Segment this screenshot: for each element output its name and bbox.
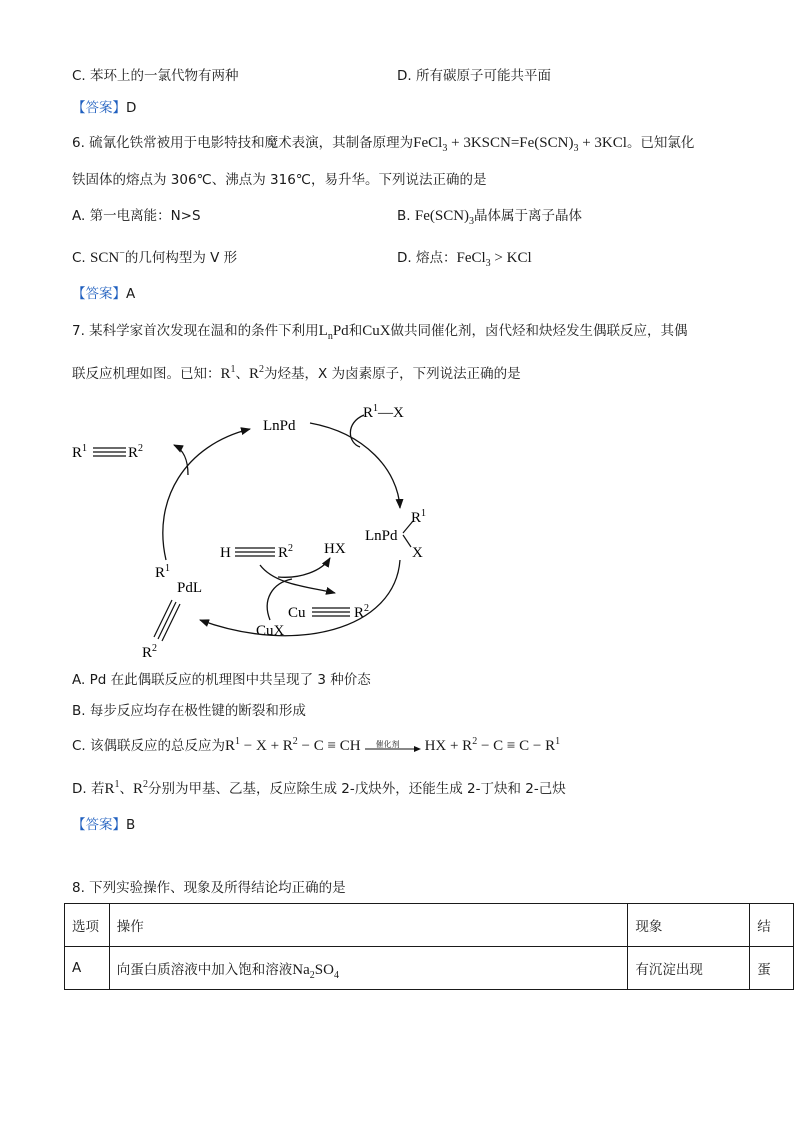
mechanism-diagram [60,395,460,670]
q6-option-a: A. 第一电离能：N>S [72,208,201,224]
header-conclusion: 结 [750,904,794,947]
q7-catalyst-1: $L_nPd$ [318,323,349,342]
cu-acetylide-triple-bond [312,608,350,616]
q6-stem-line1 [72,133,694,153]
cell-option: A [65,947,110,990]
q7-r1: $R^1$ [220,364,236,382]
answer-label: 【答案】 [72,100,126,116]
table-row [65,947,794,990]
q5-option-d: D. 所有碳原子可能共平面 [397,68,551,84]
q6-option-d: D. 熔点：FeCl$_3$ > KCl [397,250,532,269]
q7-r2: $R^2$ [249,364,265,382]
q6-answer [72,284,135,304]
catalyst-arrow: 催化剂 [364,737,422,757]
cycle-arrow-bottom [200,560,400,636]
answer-label: 【答案】 [72,286,126,302]
q6-option-c: C. SCN−的几何构型为 V 形 [72,248,238,266]
na2so4-formula: $Na_2SO_4$ [292,961,339,981]
pdl-complex: PdL [177,580,203,596]
alkyne-triple-bond [235,548,275,556]
q6-stem-text: 6. 硫氰化铁常被用于电影特技和魔术表演，其制备原理为 [72,135,414,151]
q7-option-d-r1: $R^1$ [104,779,120,797]
pdl-r2: $R^2$ [142,643,158,661]
q5-answer [72,98,136,118]
alkyne-to-cu-arrow [260,565,335,593]
q7-stem-line2: 联反应机理如图。已知：$R^1$、$R^2$为烃基，X 为卤素原子，下列说法正确的是 [72,364,521,382]
q6-option-b: B. $Fe(SCN)_3$晶体属于离子晶体 [397,208,583,227]
pdl-triple-bond [154,600,180,641]
answer-value: D [126,100,137,116]
lnpd-top: LnPd [263,418,296,434]
r1x-in-arrow [350,415,364,447]
q7-answer [72,815,135,835]
q7-option-d-r2: $R^2$ [133,779,149,797]
alkyne-h: H [220,545,231,561]
intermediate-r1: $R^1$ [411,508,427,526]
q7-option-a: A. Pd 在此偶联反应的机理图中共呈现了 3 种价态 [72,672,371,688]
q6-equation: FeCl$_3$ + $3KSCN=Fe(SCN)_3 + 3KCl$ [413,135,627,154]
answer-label: 【答案】 [72,817,126,833]
intermediate-x: X [412,545,423,561]
q7-option-c: C. 该偶联反应的总反应为$R^1 - X + R^2 - C$ ≡ CH 催化剂 HX + $R^2 - C \equiv C - R^1$ [72,736,560,757]
cycle-arrow-left [163,429,250,560]
lnpd-intermediate: LnPd [365,528,398,544]
q7-option-c-equation: $R^1 - X + R^2 - C$ ≡ CH 催化剂 HX + $R^2 - C \equiv C - R^1$ [225,738,560,754]
q6-stem-line2: 铁固体的熔点为 306℃、沸点为 316℃，易升华。下列说法正确的是 [72,172,487,188]
experiment-table [64,903,794,990]
table-header-row [65,904,794,947]
q8-stem: 8. 下列实验操作、现象及所得结论均正确的是 [72,880,346,896]
q5-option-c: C. 苯环上的一氯代物有两种 [72,68,239,84]
product-r2: $R^2$ [128,443,144,461]
cycle-arrow-top-right [310,423,400,508]
product-release-arrow [174,445,188,475]
header-operation: 操作 [109,904,628,947]
cell-operation: 向蛋白质溶液中加入饱和溶液$Na_2SO_4$ [109,947,628,990]
alkyne-r2: $R^2$ [278,543,294,561]
pdl-r1: $R^1$ [155,563,171,581]
q7-option-b: B. 每步反应均存在极性键的断裂和形成 [72,703,306,719]
q7-option-d: D. 若$R^1$、$R^2$分别为甲基、乙基，反应除生成 2-戊炔外，还能生成 2-丁炔和 2-己炔 [72,779,566,797]
cu-acetylide-cu: Cu [288,605,306,621]
cell-phenomenon: 有沉淀出现 [628,947,750,990]
q6-option-d-formula: FeCl$_3$ > KCl [456,250,532,269]
hx-byproduct: HX [324,541,346,557]
q6-option-c-formula: SCN− [90,248,125,266]
header-option: 选项 [65,904,110,947]
cell-conclusion: 蛋 [750,947,794,990]
answer-value: B [126,817,136,833]
product-triple-bond [93,448,126,456]
reagent-r1x: $R^1—X$ [363,403,404,421]
header-phenomenon: 现象 [628,904,750,947]
q7-catalyst-2: CuX [362,323,391,339]
cux-catalyst: CuX [256,623,285,639]
product-r1: $R^1$ [72,443,88,461]
q6-option-b-formula: $Fe(SCN)_3$ [414,208,475,227]
answer-value: A [126,286,136,302]
q6-stem-suffix: 。已知氯化 [626,135,695,151]
bond-pd-x [403,535,411,547]
cu-acetylide-r2: $R^2$ [354,603,370,621]
q7-stem-line1: 7. 某科学家首次发现在温和的条件下利用$L_nPd$和CuX做共同催化剂，卤代烃和炔烃发生偶联反应，其偶 [72,323,688,342]
